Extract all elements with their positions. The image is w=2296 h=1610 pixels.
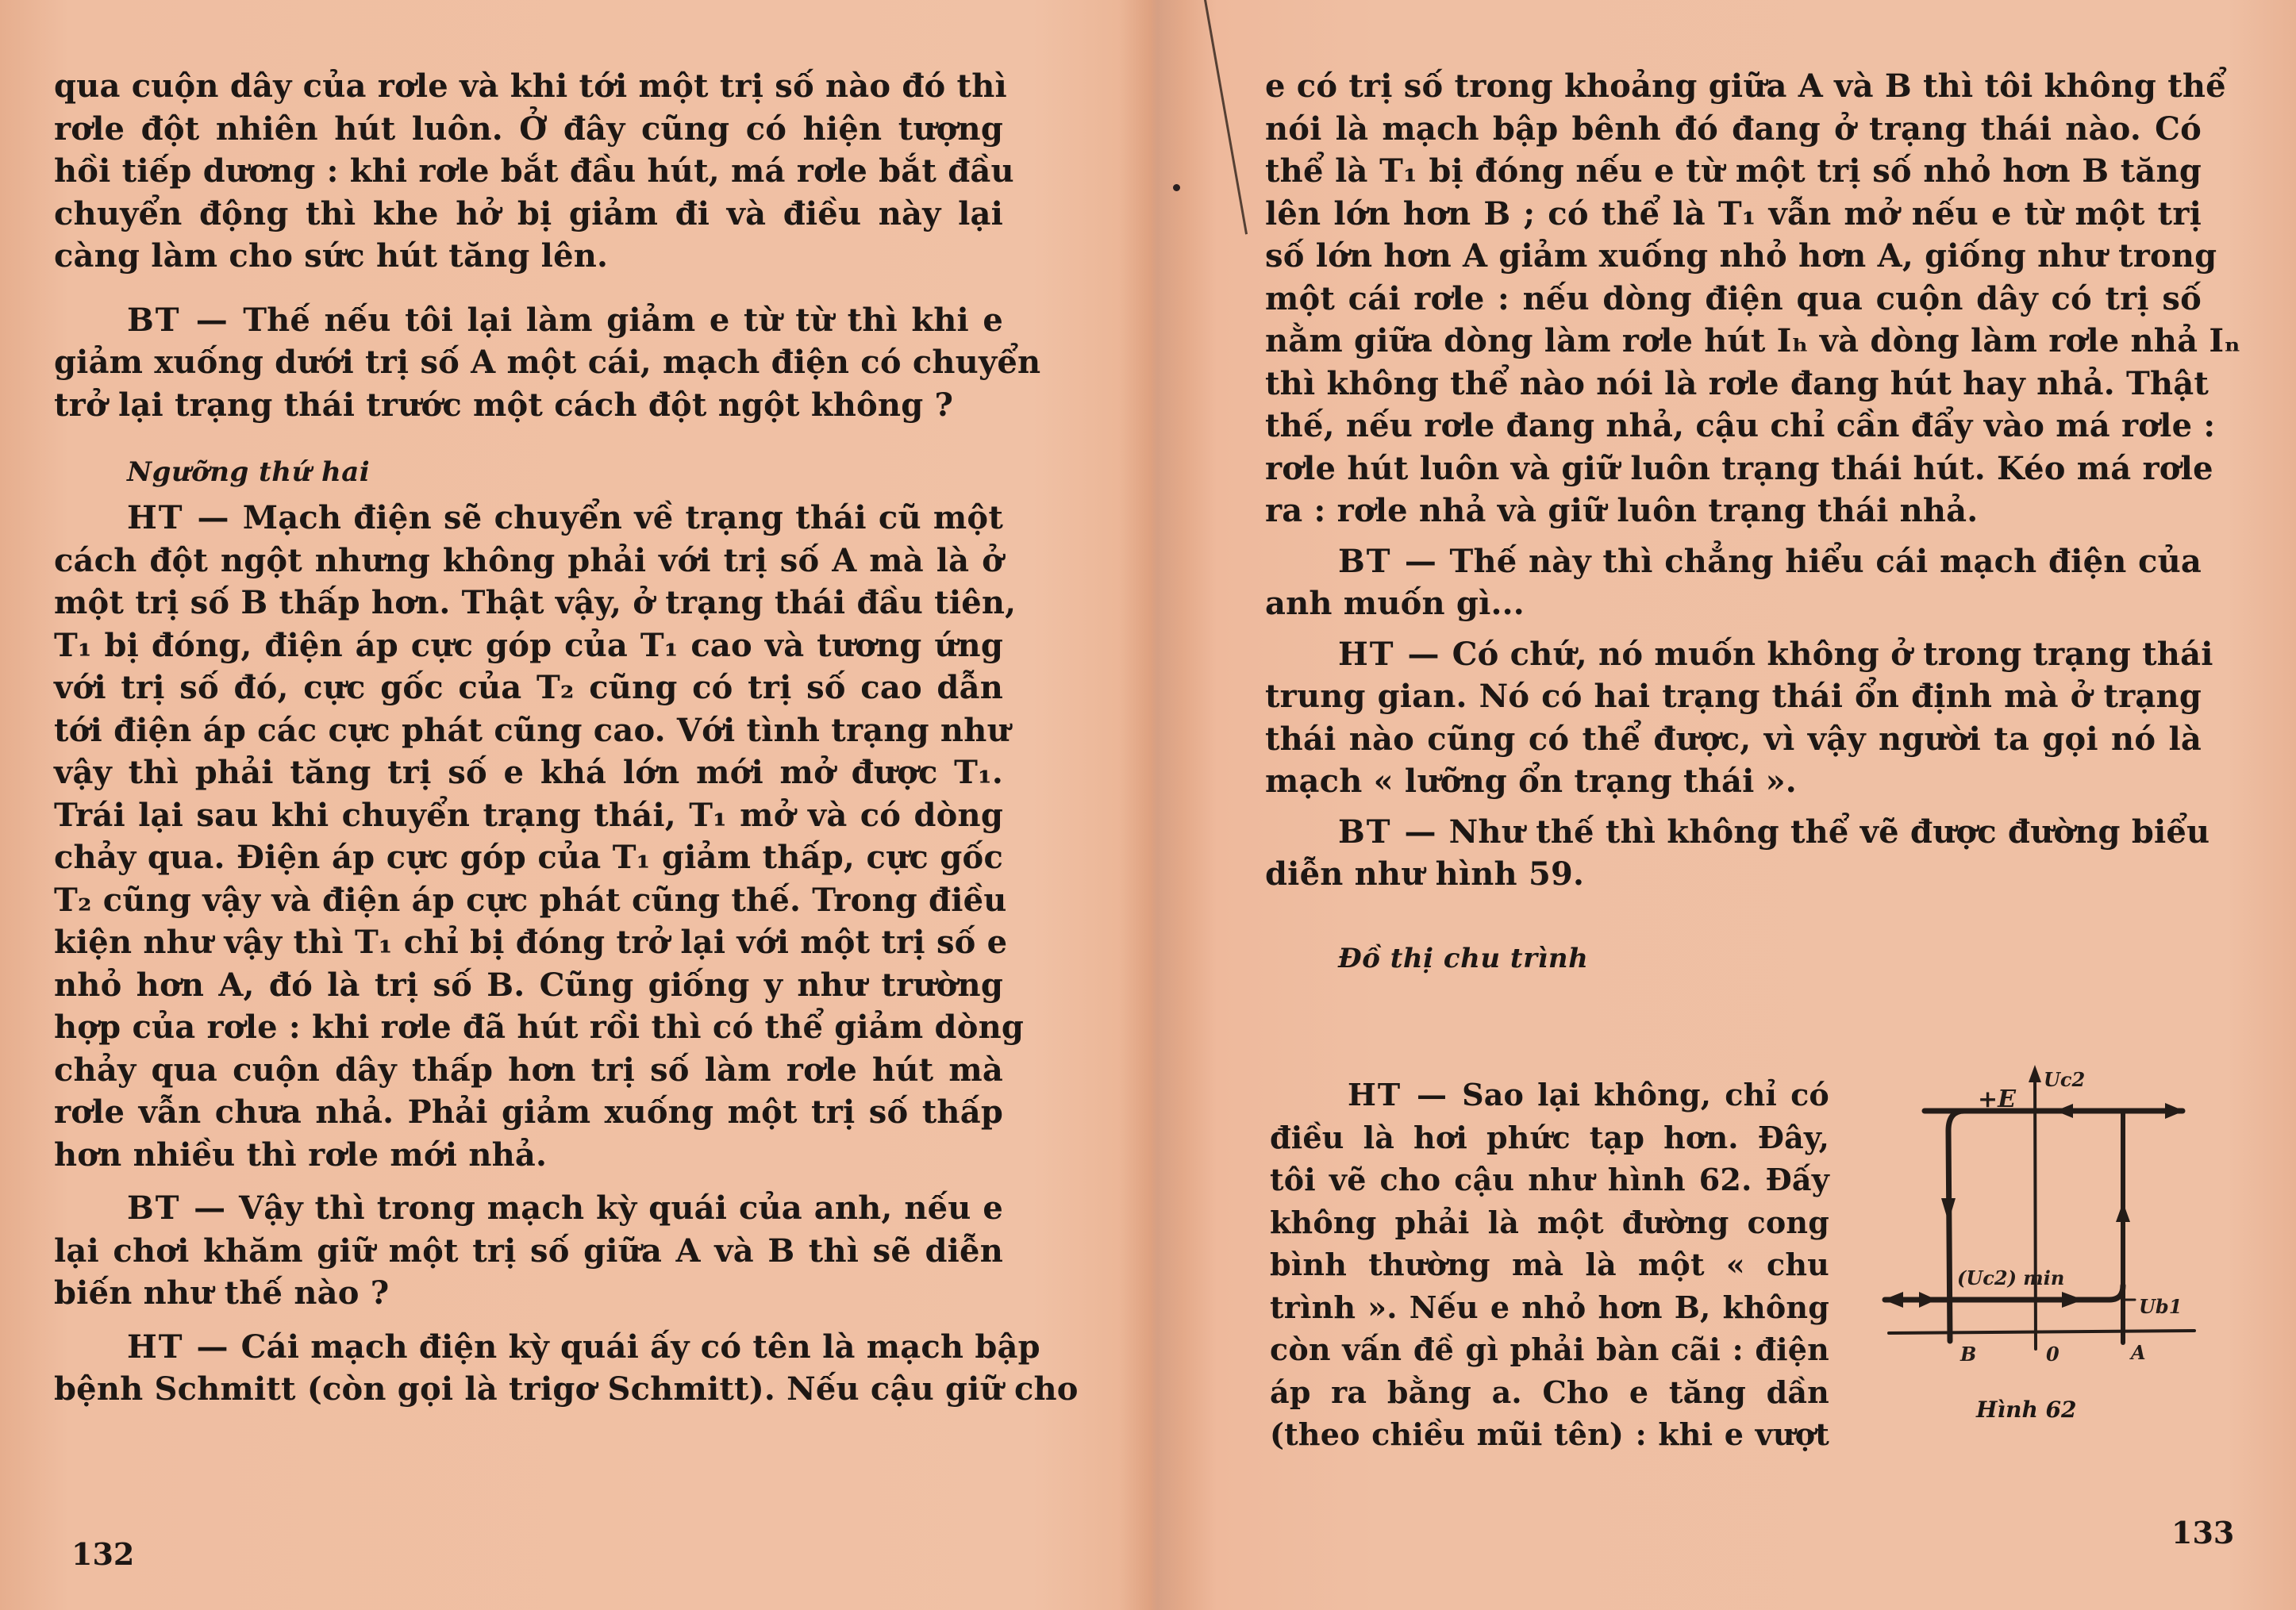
text-line: thì không thể nào nói là rơle đang hút hay nhả. Thật: [1265, 364, 2209, 402]
label-y-axis: Uc2: [2044, 1068, 2086, 1091]
text-line: áp ra bằng a. Cho e tăng dần: [1270, 1374, 1829, 1410]
text-line: BT — Thế nếu tôi lại làm giảm e từ từ thì khi e: [127, 301, 1003, 339]
text-line: qua cuộn dây của rơle và khi tới một trị số nào đó thì: [54, 67, 1007, 105]
speaker-label: BT —: [1338, 813, 1438, 851]
speaker-label: HT —: [1338, 635, 1441, 673]
speaker-label: HT —: [1348, 1077, 1449, 1112]
text-line: HT — Sao lại không, chỉ có: [1348, 1077, 1829, 1112]
tick-label-a: A: [2131, 1341, 2146, 1364]
text-line: T₂ cũng vậy và điện áp cực phát cũng thế. Trong điều: [54, 881, 1007, 919]
text-line: T₁ bị đóng, điện áp cực góp của T₁ cao và tương ứng: [54, 626, 1003, 664]
ink-speck: [1173, 184, 1180, 191]
right-page-text: [1265, 65, 2241, 983]
text-line: với trị số đó, cực gốc của T₂ cũng có trị số cao dẫn: [54, 669, 1003, 706]
speaker-label: HT —: [127, 499, 231, 536]
text-line: cách đột ngột nhưng không phải với trị số A mà là ở: [54, 541, 1003, 579]
text-line: BT — Vậy thì trong mạch kỳ quái của anh, nếu e: [127, 1189, 1003, 1227]
section-subheading: Đồ thị chu trình: [1338, 942, 1589, 974]
text-line: còn vấn đề gì phải bàn cãi : điện: [1270, 1331, 1829, 1367]
text-line: một cái rơle : nếu dòng điện qua cuộn dây có trị số: [1265, 279, 2202, 317]
text-line: số lớn hơn A giảm xuống nhỏ hơn A, giống như trong: [1265, 237, 2217, 275]
label-x-axis: Ub1: [2139, 1295, 2183, 1318]
text-line: chuyển động thì khe hở bị giảm đi và điều này lại: [54, 194, 1003, 232]
text-line: tới điện áp các cực phát cũng cao. Với tình trạng như: [54, 711, 1010, 749]
text-line: rơle vẫn chưa nhả. Phải giảm xuống một trị số thấp: [54, 1093, 1003, 1131]
text-line: hồi tiếp dương : khi rơle bắt đầu hút, má rơle bắt đầu: [54, 152, 1014, 190]
text-line: lên lớn hơn B ; có thể là T₁ vẫn mở nếu e từ một trị: [1265, 194, 2202, 232]
speaker-label: BT —: [1338, 542, 1438, 580]
text-line: thể là T₁ bị đóng nếu e từ một trị số nhỏ hơn B tăng: [1265, 152, 2202, 190]
section-subheading: Ngưỡng thứ hai: [127, 456, 371, 488]
text-line: HT — Mạch điện sẽ chuyển về trạng thái cũ một: [127, 499, 1003, 536]
text-line: bình thường mà là một « chu: [1270, 1247, 1829, 1282]
text-line: càng làm cho sức hút tăng lên.: [54, 237, 609, 275]
hysteresis-diagram: [1857, 1063, 2286, 1436]
text-line: hơn nhiều thì rơle mới nhả.: [54, 1135, 548, 1174]
text-line: diễn như hình 59.: [1265, 855, 1585, 893]
tick-label-b: B: [1960, 1343, 1977, 1366]
text-line: BT — Như thế thì không thể vẽ được đường biểu: [1338, 813, 2210, 851]
text-line: chảy qua. Điện áp cực góp của T₁ giảm thấp, cực gốc: [54, 839, 1003, 876]
text-line: chảy qua cuộn dây thấp hơn trị số làm rơle hút mà: [54, 1051, 1003, 1089]
text-line: rơle đột nhiên hút luôn. Ở đây cũng có hiện tượng: [54, 110, 1003, 148]
speaker-label: BT —: [127, 1189, 228, 1227]
text-line: HT — Có chứ, nó muốn không ở trong trạng thái: [1338, 635, 2213, 673]
text-line: nằm giữa dòng làm rơle hút Iₕ và dòng làm rơle nhả Iₙ: [1265, 322, 2241, 359]
text-line: (theo chiều mũi tên) : khi e vượt: [1270, 1416, 1829, 1452]
text-line: mạch « lưỡng ổn trạng thái ».: [1265, 763, 1797, 800]
text-line: tôi vẽ cho cậu như hình 62. Đấy: [1270, 1162, 1829, 1197]
speaker-label: BT —: [127, 301, 229, 339]
speaker-label: HT —: [127, 1328, 230, 1366]
tick-label-zero: 0: [2046, 1343, 2059, 1366]
text-line: Trái lại sau khi chuyển trạng thái, T₁ mở và có dòng: [54, 796, 1003, 834]
text-line: bệnh Schmitt (còn gọi là trigơ Schmitt). Nếu cậu giữ cho: [54, 1370, 1079, 1408]
label-min-level: (Uc2) min: [1957, 1266, 2065, 1289]
text-line: trình ». Nếu e nhỏ hơn B, không: [1270, 1289, 1829, 1325]
text-line: nói là mạch bập bênh đó đang ở trạng thái nào. Có: [1265, 110, 2202, 148]
text-line: điều là hơi phức tạp hơn. Đây,: [1270, 1119, 1829, 1155]
text-line: trở lại trạng thái trước một cách đột ngột không ?: [54, 386, 954, 424]
text-line: nhỏ hơn A, đó là trị số B. Cũng giống y như trường: [54, 966, 1003, 1004]
text-line: e có trị số trong khoảng giữa A và B thì tôi không thể: [1265, 67, 2226, 105]
text-line: hợp của rơle : khi rơle đã hút rồi thì có thể giảm dòng: [54, 1009, 1025, 1046]
text-line: trung gian. Nó có hai trạng thái ổn định mà ở trạng: [1265, 678, 2202, 715]
text-line: giảm xuống dưới trị số A một cái, mạch điện có chuyển: [54, 344, 1041, 381]
page-number-left: 132: [71, 1536, 135, 1572]
text-line: một trị số B thấp hơn. Thật vậy, ở trạng thái đầu tiên,: [54, 584, 1017, 621]
text-line: ra : rơle nhả và giữ luôn trạng thái nhả.: [1265, 492, 1979, 529]
text-line: anh muốn gì...: [1265, 585, 1525, 622]
text-line: rơle hút luôn và giữ luôn trạng thái hút. Kéo má rơle: [1265, 449, 2213, 487]
text-line: BT — Thế này thì chẳng hiểu cái mạch điện của: [1338, 542, 2202, 580]
text-line: biến như thế nào ?: [54, 1274, 390, 1312]
text-line: HT — Cái mạch điện kỳ quái ấy có tên là mạch bập: [127, 1328, 1040, 1366]
text-line: kiện như vậy thì T₁ chỉ bị đóng trở lại với một trị số e: [54, 924, 1008, 961]
text-line: không phải là một đường cong: [1270, 1204, 1829, 1240]
text-line: thế, nếu rơle đang nhả, cậu chỉ cần đẩy vào má rơle :: [1265, 407, 2216, 444]
text-line: vậy thì phải tăng trị số e khá lớn mới mở được T₁.: [54, 754, 1003, 791]
hysteresis-figure: [1857, 1063, 2286, 1436]
label-plus-e: +E: [1978, 1086, 2017, 1113]
page-number-right: 133: [2171, 1515, 2235, 1550]
text-line: lại chơi khăm giữ một trị số giữa A và B thì sẽ diễn: [54, 1232, 1003, 1270]
text-line: thái nào cũng có thể được, vì vậy người ta gọi nó là: [1265, 720, 2202, 758]
figure-side-text: [1270, 1074, 1829, 1456]
left-page-text: [54, 65, 1079, 1411]
figure-caption: Hình 62: [1976, 1397, 2077, 1423]
